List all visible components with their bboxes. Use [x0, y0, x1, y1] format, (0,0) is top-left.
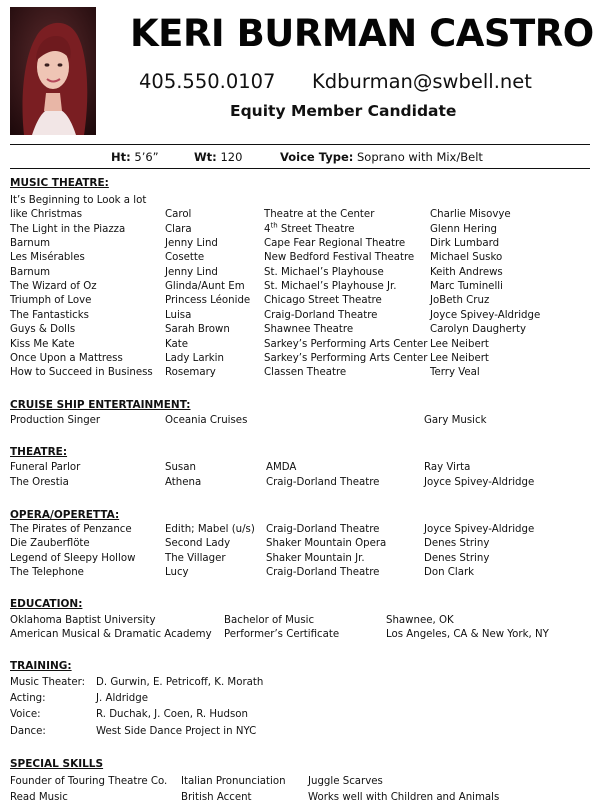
- credit-title: The Light in the Piazza: [10, 223, 126, 235]
- table-row: [0, 195, 600, 209]
- stats-divider: [10, 168, 590, 169]
- credit-title: The Pirates of Penzance: [10, 524, 132, 535]
- skill-item: Juggle Scarves: [308, 776, 383, 787]
- credit-role: Lady Larkin: [165, 352, 224, 364]
- credit-title: like Christmas: [10, 209, 83, 221]
- credit-title: Les Misérables: [10, 252, 85, 264]
- table-row: [0, 709, 600, 723]
- credit-role: The Villager: [165, 552, 226, 564]
- credit-title: The Wizard of Oz: [10, 281, 97, 293]
- credit-director: Marc Tuminelli: [430, 281, 503, 293]
- table-row: [0, 538, 600, 552]
- section-title-special-skills: SPECIAL SKILLS: [10, 758, 104, 770]
- voice-type-value: Soprano with Mix/Belt: [357, 150, 483, 164]
- credit-director: Michael Susko: [430, 252, 503, 264]
- union-status: Equity Member Candidate: [230, 102, 457, 120]
- credit-director: Charlie Misovye: [430, 209, 511, 221]
- credit-title: Legend of Sleepy Hollow: [10, 552, 136, 564]
- degree: Performer’s Certificate: [224, 629, 340, 640]
- school-location: Shawnee, OK: [386, 615, 454, 626]
- credit-venue: AMDA: [266, 462, 297, 473]
- credit-title: How to Succeed in Business: [10, 367, 153, 379]
- table-row: [0, 615, 600, 629]
- credit-director: Terry Veal: [430, 367, 480, 379]
- table-row: [0, 726, 600, 740]
- section-title-training: TRAINING:: [10, 660, 72, 672]
- section-title-music-theatre: MUSIC THEATRE:: [10, 177, 109, 189]
- height-value: 5’6”: [134, 150, 159, 164]
- headshot-photo: [10, 7, 96, 135]
- credit-director: Denes Striny: [424, 538, 490, 550]
- credit-venue: 4th Street Theatre: [264, 221, 355, 235]
- credit-director: JoBeth Cruz: [430, 295, 490, 307]
- credit-role: Princess Léonide: [165, 295, 251, 307]
- credit-title: Guys & Dolls: [10, 324, 76, 336]
- degree: Bachelor of Music: [224, 615, 315, 626]
- credit-venue: Craig-Dorland Theatre: [264, 309, 378, 321]
- credit-title: Barnum: [10, 238, 51, 250]
- table-row: [0, 693, 600, 707]
- credit-venue: Craig-Dorland Theatre: [266, 477, 380, 488]
- table-row: [0, 477, 600, 491]
- credit-role: Oceania Cruises: [165, 415, 248, 426]
- credit-role: Glinda/Aunt Em: [165, 281, 245, 293]
- credit-venue: Shaker Mountain Jr.: [266, 552, 365, 564]
- ordinal-suffix: th: [270, 221, 278, 230]
- credit-director: Ray Virta: [424, 462, 471, 473]
- credit-director: Joyce Spivey-Aldridge: [424, 524, 535, 535]
- section-title-theatre: THEATRE:: [10, 446, 68, 458]
- school-name: Oklahoma Baptist University: [10, 615, 156, 626]
- credit-role: Lucy: [165, 567, 189, 579]
- table-row: [0, 553, 600, 567]
- section-title-education: EDUCATION:: [10, 598, 83, 610]
- table-row: [0, 776, 600, 790]
- credit-venue: Shawnee Theatre: [264, 324, 354, 336]
- credit-venue: St. Michael’s Playhouse: [264, 266, 384, 278]
- table-row: [0, 281, 600, 295]
- credit-title: Die Zauberflöte: [10, 538, 90, 550]
- height-label: Ht:: [111, 150, 131, 164]
- email-address: Kdburman@swbell.net: [312, 70, 532, 93]
- skill-item: Italian Pronunciation: [181, 776, 286, 787]
- training-category: Voice:: [10, 709, 41, 720]
- table-row: [0, 353, 600, 367]
- credit-title: Barnum: [10, 266, 51, 278]
- table-row: [0, 310, 600, 324]
- school-location: Los Angeles, CA & New York, NY: [386, 629, 549, 640]
- header-divider: [10, 144, 590, 145]
- table-row: [0, 367, 600, 381]
- credit-title: Kiss Me Kate: [10, 338, 75, 350]
- credit-role: Clara: [165, 223, 192, 235]
- table-row: [0, 252, 600, 266]
- training-category: Acting:: [10, 693, 46, 704]
- credit-title: The Fantasticks: [10, 309, 89, 321]
- section-title-cruise-ship: CRUISE SHIP ENTERTAINMENT:: [10, 399, 191, 411]
- credit-director: Lee Neibert: [430, 338, 489, 350]
- credit-venue: New Bedford Festival Theatre: [264, 252, 415, 264]
- credit-director: Dirk Lumbard: [430, 238, 500, 250]
- skill-item: Read Music: [10, 792, 68, 803]
- skill-item: Works well with Children and Animals: [308, 792, 500, 803]
- table-row: [0, 221, 600, 238]
- credit-director: Joyce Spivey-Aldridge: [424, 477, 535, 488]
- credit-role: Carol: [165, 209, 192, 221]
- table-row: [0, 792, 600, 806]
- candidate-name: KERI BURMAN CASTRO: [130, 12, 594, 55]
- credit-director: Keith Andrews: [430, 266, 503, 278]
- credit-director: Denes Striny: [424, 552, 490, 564]
- credit-venue: St. Michael’s Playhouse Jr.: [264, 281, 397, 293]
- table-row: [0, 462, 600, 476]
- credit-director: Joyce Spivey-Aldridge: [430, 309, 541, 321]
- training-teachers: R. Duchak, J. Coen, R. Hudson: [96, 709, 248, 720]
- credit-role: Kate: [165, 338, 189, 350]
- credit-role: Jenny Lind: [165, 238, 218, 250]
- credit-role: Susan: [165, 462, 196, 473]
- credit-venue: Classen Theatre: [264, 367, 347, 379]
- credit-director: Don Clark: [424, 567, 475, 579]
- training-teachers: J. Aldridge: [96, 693, 148, 704]
- table-row: [0, 629, 600, 643]
- credit-director: Lee Neibert: [430, 352, 489, 364]
- table-row: [0, 567, 600, 581]
- table-row: [0, 295, 600, 309]
- credit-director: Glenn Hering: [430, 223, 498, 235]
- credit-role: Cosette: [165, 252, 205, 264]
- credit-venue: Craig-Dorland Theatre: [266, 567, 380, 579]
- credit-role: Edith; Mabel (u/s): [165, 524, 255, 535]
- credit-venue: Chicago Street Theatre: [264, 295, 382, 307]
- credit-title: Triumph of Love: [10, 295, 92, 307]
- training-teachers: D. Gurwin, E. Petricoff, K. Morath: [96, 677, 264, 688]
- table-row: [0, 524, 600, 538]
- phone-number: 405.550.0107: [139, 70, 276, 93]
- training-category: Music Theater:: [10, 677, 86, 688]
- credit-title: Once Upon a Mattress: [10, 352, 123, 364]
- credit-role: Jenny Lind: [165, 266, 218, 278]
- school-name: American Musical & Dramatic Academy: [10, 629, 212, 640]
- venue-name-rest: Street Theatre: [277, 223, 355, 235]
- credit-director: Gary Musick: [424, 415, 487, 426]
- credit-title: Production Singer: [10, 415, 101, 426]
- table-row: [0, 209, 600, 223]
- credit-venue: Sarkey’s Performing Arts Center: [264, 352, 428, 364]
- credit-venue: Cape Fear Regional Theatre: [264, 238, 406, 250]
- credit-venue: Shaker Mountain Opera: [266, 538, 387, 550]
- credit-title: The Orestia: [10, 477, 69, 488]
- skill-item: Founder of Touring Theatre Co.: [10, 776, 168, 787]
- weight-label: Wt:: [194, 150, 217, 164]
- table-row: [0, 339, 600, 353]
- training-teachers: West Side Dance Project in NYC: [96, 726, 257, 737]
- section-title-opera: OPERA/OPERETTA:: [10, 509, 120, 521]
- credit-role: Second Lady: [165, 538, 231, 550]
- credit-venue: Craig-Dorland Theatre: [266, 524, 380, 535]
- credit-role: Athena: [165, 477, 202, 488]
- credit-venue: Sarkey’s Performing Arts Center: [264, 338, 428, 350]
- table-row: [0, 238, 600, 252]
- credit-director: Carolyn Daugherty: [430, 324, 527, 336]
- credit-title: Funeral Parlor: [10, 462, 81, 473]
- training-category: Dance:: [10, 726, 46, 737]
- table-row: [0, 267, 600, 281]
- credit-role: Sarah Brown: [165, 324, 230, 336]
- credit-venue: Theatre at the Center: [264, 209, 375, 221]
- credit-title: The Telephone: [10, 567, 84, 579]
- credit-title: It’s Beginning to Look a lot: [10, 195, 147, 206]
- table-row: [0, 677, 600, 691]
- skill-item: British Accent: [181, 792, 252, 803]
- weight-value: 120: [220, 150, 243, 164]
- table-row: [0, 415, 600, 429]
- credit-role: Luisa: [165, 309, 192, 321]
- table-row: [0, 324, 600, 338]
- credit-role: Rosemary: [165, 367, 216, 379]
- voice-type-label: Voice Type:: [280, 150, 354, 164]
